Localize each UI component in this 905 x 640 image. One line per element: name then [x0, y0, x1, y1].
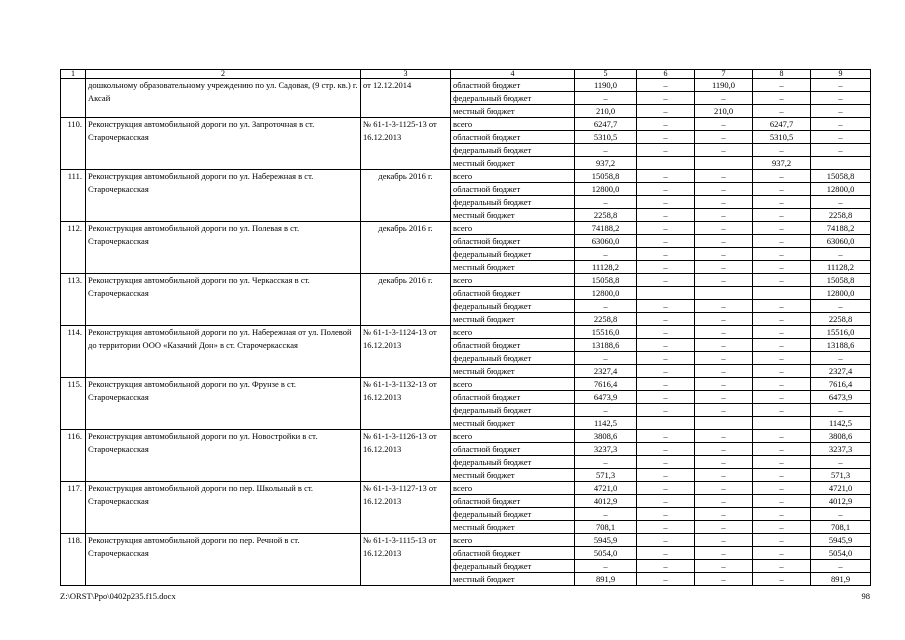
- funding-source: областной бюджет: [451, 495, 575, 508]
- amount-cell: –: [637, 547, 695, 560]
- amount-cell: –: [637, 300, 695, 313]
- amount-cell: –: [811, 105, 871, 118]
- amount-cell: –: [575, 508, 637, 521]
- amount-cell: 5945,9: [811, 534, 871, 547]
- amount-cell: –: [753, 92, 811, 105]
- amount-cell: 5310,5: [575, 131, 637, 144]
- amount-cell: –: [695, 131, 753, 144]
- table-row: [61, 79, 871, 92]
- amount-cell: –: [695, 170, 753, 183]
- amount-cell: –: [753, 534, 811, 547]
- document-date: № 61-1-3-1126-13 от 16.12.2013: [361, 430, 451, 482]
- amount-cell: 1142,5: [575, 417, 637, 430]
- amount-cell: 6247,7: [753, 118, 811, 131]
- amount-cell: 708,1: [575, 521, 637, 534]
- table-row: [61, 326, 871, 339]
- funding-source: всего: [451, 482, 575, 495]
- amount-cell: [695, 417, 753, 430]
- amount-cell: –: [753, 573, 811, 586]
- row-number: 116.: [61, 430, 86, 482]
- amount-cell: –: [753, 456, 811, 469]
- amount-cell: –: [695, 209, 753, 222]
- table-row: [61, 222, 871, 235]
- amount-cell: –: [637, 261, 695, 274]
- amount-cell: –: [695, 534, 753, 547]
- amount-cell: –: [695, 560, 753, 573]
- amount-cell: 5945,9: [575, 534, 637, 547]
- document-date: декабрь 2016 г.: [361, 274, 451, 326]
- funding-source: местный бюджет: [451, 365, 575, 378]
- amount-cell: 74188,2: [575, 222, 637, 235]
- amount-cell: 3237,3: [575, 443, 637, 456]
- amount-cell: –: [753, 261, 811, 274]
- object-description: Реконструкция автомобильной дороги по ул. Новостройки в ст. Старочеркасская: [86, 430, 361, 482]
- funding-source: всего: [451, 534, 575, 547]
- amount-cell: 1190,0: [575, 79, 637, 92]
- amount-cell: 15058,8: [575, 170, 637, 183]
- amount-cell: –: [575, 404, 637, 417]
- object-description: Реконструкция автомобильной дороги по ул. Набережная от ул. Полевой до территории ООО «Казачий Дон» в ст. Старочеркасская: [86, 326, 361, 378]
- amount-cell: 3808,6: [575, 430, 637, 443]
- document-date: № 61-1-3-1124-13 от 16.12.2013: [361, 326, 451, 378]
- funding-source: федеральный бюджет: [451, 352, 575, 365]
- amount-cell: –: [753, 235, 811, 248]
- amount-cell: –: [811, 352, 871, 365]
- funding-source: областной бюджет: [451, 391, 575, 404]
- amount-cell: –: [637, 79, 695, 92]
- amount-cell: –: [695, 521, 753, 534]
- amount-cell: 708,1: [811, 521, 871, 534]
- amount-cell: 12800,0: [575, 183, 637, 196]
- amount-cell: –: [695, 495, 753, 508]
- funding-source: местный бюджет: [451, 573, 575, 586]
- amount-cell: –: [637, 131, 695, 144]
- amount-cell: 74188,2: [811, 222, 871, 235]
- amount-cell: –: [637, 560, 695, 573]
- funding-source: местный бюджет: [451, 261, 575, 274]
- amount-cell: –: [575, 196, 637, 209]
- amount-cell: –: [695, 300, 753, 313]
- amount-cell: 1142,5: [811, 417, 871, 430]
- object-description: дошкольному образовательному учреждению по ул. Садовая, (9 стр. кв.) г. Аксай: [86, 79, 361, 118]
- amount-cell: –: [695, 274, 753, 287]
- amount-cell: –: [753, 352, 811, 365]
- amount-cell: –: [811, 79, 871, 92]
- header-cell: 7: [695, 70, 753, 79]
- amount-cell: –: [637, 443, 695, 456]
- amount-cell: 7616,4: [811, 378, 871, 391]
- amount-cell: –: [695, 339, 753, 352]
- row-number: 112.: [61, 222, 86, 274]
- document-path: Z:\ORST\Ppo\0402p235.f15.docx: [60, 591, 176, 601]
- amount-cell: –: [695, 196, 753, 209]
- amount-cell: 11128,2: [811, 261, 871, 274]
- amount-cell: 2327,4: [811, 365, 871, 378]
- amount-cell: –: [637, 183, 695, 196]
- object-description: Реконструкция автомобильной дороги по ул. Полевая в ст. Старочеркасская: [86, 222, 361, 274]
- object-description: Реконструкция автомобильной дороги по ул. Набережная в ст. Старочеркасская: [86, 170, 361, 222]
- amount-cell: –: [695, 118, 753, 131]
- amount-cell: –: [637, 352, 695, 365]
- amount-cell: –: [637, 430, 695, 443]
- header-cell: 1: [61, 70, 86, 79]
- amount-cell: 2327,4: [575, 365, 637, 378]
- amount-cell: –: [695, 365, 753, 378]
- amount-cell: –: [753, 79, 811, 92]
- funding-source: местный бюджет: [451, 469, 575, 482]
- amount-cell: –: [637, 144, 695, 157]
- amount-cell: [811, 157, 871, 170]
- table-row: [61, 534, 871, 547]
- row-number: 114.: [61, 326, 86, 378]
- amount-cell: –: [637, 92, 695, 105]
- amount-cell: [695, 157, 753, 170]
- funding-source: федеральный бюджет: [451, 456, 575, 469]
- funding-source: федеральный бюджет: [451, 508, 575, 521]
- amount-cell: –: [695, 456, 753, 469]
- funding-source: областной бюджет: [451, 443, 575, 456]
- amount-cell: –: [811, 196, 871, 209]
- table-row: [61, 170, 871, 183]
- amount-cell: –: [811, 131, 871, 144]
- row-number: 113.: [61, 274, 86, 326]
- amount-cell: –: [695, 443, 753, 456]
- amount-cell: 13188,6: [575, 339, 637, 352]
- amount-cell: –: [753, 469, 811, 482]
- funding-source: федеральный бюджет: [451, 248, 575, 261]
- amount-cell: 6247,7: [575, 118, 637, 131]
- document-date: декабрь 2016 г.: [361, 222, 451, 274]
- amount-cell: 6473,9: [575, 391, 637, 404]
- amount-cell: –: [811, 248, 871, 261]
- amount-cell: –: [695, 482, 753, 495]
- amount-cell: 12800,0: [811, 287, 871, 300]
- amount-cell: –: [637, 534, 695, 547]
- object-description: Реконструкция автомобильной дороги по ул. Черкасская в ст. Старочеркасская: [86, 274, 361, 326]
- amount-cell: 937,2: [753, 157, 811, 170]
- amount-cell: –: [753, 508, 811, 521]
- amount-cell: –: [753, 183, 811, 196]
- amount-cell: –: [637, 274, 695, 287]
- amount-cell: –: [695, 261, 753, 274]
- row-number: 111.: [61, 170, 86, 222]
- amount-cell: –: [637, 495, 695, 508]
- funding-source: всего: [451, 326, 575, 339]
- header-cell: 8: [753, 70, 811, 79]
- object-description: Реконструкция автомобильной дороги по пер. Школьный в ст. Старочеркасская: [86, 482, 361, 534]
- amount-cell: –: [695, 547, 753, 560]
- amount-cell: 2258,8: [575, 209, 637, 222]
- amount-cell: [753, 417, 811, 430]
- funding-source: федеральный бюджет: [451, 144, 575, 157]
- header-cell: 4: [451, 70, 575, 79]
- funding-source: всего: [451, 170, 575, 183]
- amount-cell: –: [753, 248, 811, 261]
- funding-source: местный бюджет: [451, 105, 575, 118]
- amount-cell: –: [753, 339, 811, 352]
- amount-cell: –: [811, 118, 871, 131]
- amount-cell: 15058,8: [575, 274, 637, 287]
- amount-cell: 12800,0: [811, 183, 871, 196]
- amount-cell: –: [753, 482, 811, 495]
- amount-cell: –: [753, 274, 811, 287]
- document-date: от 12.12.2014: [361, 79, 451, 118]
- amount-cell: –: [695, 313, 753, 326]
- document-date: № 61-1-3-1115-13 от 16.12.2013: [361, 534, 451, 586]
- funding-source: всего: [451, 274, 575, 287]
- amount-cell: 5054,0: [575, 547, 637, 560]
- object-description: Реконструкция автомобильной дороги по ул. Фрунзе в ст. Старочеркасская: [86, 378, 361, 430]
- amount-cell: –: [811, 92, 871, 105]
- amount-cell: –: [753, 404, 811, 417]
- document-date: № 61-1-3-1132-13 от 16.12.2013: [361, 378, 451, 430]
- amount-cell: –: [753, 430, 811, 443]
- amount-cell: –: [575, 456, 637, 469]
- amount-cell: –: [811, 508, 871, 521]
- amount-cell: 13188,6: [811, 339, 871, 352]
- amount-cell: 5054,0: [811, 547, 871, 560]
- funding-source: областной бюджет: [451, 79, 575, 92]
- amount-cell: –: [695, 92, 753, 105]
- amount-cell: –: [753, 365, 811, 378]
- object-description: Реконструкция автомобильной дороги по ул. Запроточная в ст. Старочеркасская: [86, 118, 361, 170]
- amount-cell: –: [637, 339, 695, 352]
- amount-cell: –: [575, 92, 637, 105]
- amount-cell: 15058,8: [811, 274, 871, 287]
- amount-cell: –: [811, 144, 871, 157]
- amount-cell: –: [753, 521, 811, 534]
- amount-cell: –: [637, 456, 695, 469]
- document-date: № 61-1-3-1127-13 от 16.12.2013: [361, 482, 451, 534]
- amount-cell: –: [753, 495, 811, 508]
- row-number: 115.: [61, 378, 86, 430]
- amount-cell: –: [637, 508, 695, 521]
- amount-cell: 3808,6: [811, 430, 871, 443]
- table-row: [61, 430, 871, 443]
- amount-cell: –: [753, 313, 811, 326]
- funding-source: всего: [451, 222, 575, 235]
- amount-cell: –: [637, 248, 695, 261]
- amount-cell: 7616,4: [575, 378, 637, 391]
- funding-source: областной бюджет: [451, 131, 575, 144]
- row-number: [61, 79, 86, 118]
- funding-source: федеральный бюджет: [451, 300, 575, 313]
- document-date: декабрь 2016 г.: [361, 170, 451, 222]
- amount-cell: 63060,0: [575, 235, 637, 248]
- amount-cell: 6473,9: [811, 391, 871, 404]
- header-cell: 9: [811, 70, 871, 79]
- amount-cell: 2258,8: [811, 209, 871, 222]
- amount-cell: 5310,5: [753, 131, 811, 144]
- table-row: [61, 378, 871, 391]
- amount-cell: –: [695, 235, 753, 248]
- amount-cell: 12800,0: [575, 287, 637, 300]
- funding-source: местный бюджет: [451, 417, 575, 430]
- amount-cell: –: [637, 170, 695, 183]
- amount-cell: –: [753, 105, 811, 118]
- header-cell: 3: [361, 70, 451, 79]
- amount-cell: –: [695, 352, 753, 365]
- amount-cell: –: [695, 508, 753, 521]
- amount-cell: 4012,9: [811, 495, 871, 508]
- table-header-row: [61, 70, 871, 79]
- amount-cell: –: [637, 573, 695, 586]
- header-cell: 5: [575, 70, 637, 79]
- amount-cell: –: [637, 313, 695, 326]
- funding-source: федеральный бюджет: [451, 92, 575, 105]
- amount-cell: 1190,0: [695, 79, 753, 92]
- amount-cell: 2258,8: [575, 313, 637, 326]
- funding-source: областной бюджет: [451, 339, 575, 352]
- row-number: 110.: [61, 118, 86, 170]
- amount-cell: –: [753, 378, 811, 391]
- amount-cell: –: [753, 326, 811, 339]
- amount-cell: 4012,9: [575, 495, 637, 508]
- amount-cell: 4721,0: [811, 482, 871, 495]
- amount-cell: –: [575, 248, 637, 261]
- amount-cell: 15516,0: [575, 326, 637, 339]
- row-number: 117.: [61, 482, 86, 534]
- amount-cell: –: [753, 170, 811, 183]
- funding-source: федеральный бюджет: [451, 196, 575, 209]
- amount-cell: –: [753, 300, 811, 313]
- funding-source: федеральный бюджет: [451, 404, 575, 417]
- amount-cell: 891,9: [811, 573, 871, 586]
- document-date: № 61-1-3-1125-13 от 16.12.2013: [361, 118, 451, 170]
- amount-cell: –: [637, 469, 695, 482]
- funding-source: областной бюджет: [451, 183, 575, 196]
- header-cell: 6: [637, 70, 695, 79]
- amount-cell: –: [753, 222, 811, 235]
- funding-source: областной бюджет: [451, 287, 575, 300]
- amount-cell: 3237,3: [811, 443, 871, 456]
- amount-cell: 4721,0: [575, 482, 637, 495]
- amount-cell: –: [753, 547, 811, 560]
- amount-cell: –: [695, 183, 753, 196]
- amount-cell: [637, 417, 695, 430]
- amount-cell: –: [753, 144, 811, 157]
- amount-cell: 210,0: [575, 105, 637, 118]
- amount-cell: [695, 287, 753, 300]
- amount-cell: –: [637, 326, 695, 339]
- amount-cell: –: [637, 105, 695, 118]
- amount-cell: –: [637, 391, 695, 404]
- amount-cell: –: [753, 209, 811, 222]
- funding-source: всего: [451, 378, 575, 391]
- funding-source: местный бюджет: [451, 157, 575, 170]
- amount-cell: –: [695, 378, 753, 391]
- amount-cell: –: [637, 378, 695, 391]
- header-cell: 2: [86, 70, 361, 79]
- funding-source: местный бюджет: [451, 209, 575, 222]
- amount-cell: 571,3: [811, 469, 871, 482]
- amount-cell: –: [575, 352, 637, 365]
- amount-cell: –: [811, 560, 871, 573]
- amount-cell: –: [811, 300, 871, 313]
- amount-cell: –: [753, 560, 811, 573]
- amount-cell: –: [637, 365, 695, 378]
- amount-cell: –: [811, 404, 871, 417]
- table-row: [61, 274, 871, 287]
- funding-source: областной бюджет: [451, 235, 575, 248]
- amount-cell: –: [695, 469, 753, 482]
- funding-source: областной бюджет: [451, 547, 575, 560]
- amount-cell: 15516,0: [811, 326, 871, 339]
- funding-source: местный бюджет: [451, 313, 575, 326]
- amount-cell: 15058,8: [811, 170, 871, 183]
- funding-source: федеральный бюджет: [451, 560, 575, 573]
- amount-cell: –: [575, 560, 637, 573]
- amount-cell: –: [695, 326, 753, 339]
- amount-cell: –: [637, 118, 695, 131]
- row-number: 118.: [61, 534, 86, 586]
- amount-cell: –: [695, 404, 753, 417]
- amount-cell: –: [695, 222, 753, 235]
- budget-table: [60, 69, 871, 586]
- table-row: [61, 118, 871, 131]
- amount-cell: –: [753, 391, 811, 404]
- funding-source: всего: [451, 118, 575, 131]
- amount-cell: –: [753, 196, 811, 209]
- amount-cell: –: [637, 482, 695, 495]
- amount-cell: 937,2: [575, 157, 637, 170]
- amount-cell: 11128,2: [575, 261, 637, 274]
- amount-cell: 571,3: [575, 469, 637, 482]
- amount-cell: 210,0: [695, 105, 753, 118]
- amount-cell: [637, 157, 695, 170]
- amount-cell: –: [695, 248, 753, 261]
- amount-cell: –: [575, 144, 637, 157]
- funding-source: всего: [451, 430, 575, 443]
- amount-cell: [753, 287, 811, 300]
- amount-cell: [637, 287, 695, 300]
- amount-cell: –: [637, 222, 695, 235]
- object-description: Реконструкция автомобильной дороги по пер. Речной в ст. Старочеркасская: [86, 534, 361, 586]
- amount-cell: 63060,0: [811, 235, 871, 248]
- amount-cell: –: [695, 144, 753, 157]
- amount-cell: –: [637, 521, 695, 534]
- amount-cell: –: [695, 573, 753, 586]
- amount-cell: –: [811, 456, 871, 469]
- amount-cell: –: [575, 300, 637, 313]
- page-number: 98: [861, 591, 870, 601]
- table-row: [61, 482, 871, 495]
- amount-cell: 891,9: [575, 573, 637, 586]
- amount-cell: –: [695, 391, 753, 404]
- amount-cell: –: [637, 235, 695, 248]
- funding-source: местный бюджет: [451, 521, 575, 534]
- amount-cell: –: [753, 443, 811, 456]
- amount-cell: –: [637, 209, 695, 222]
- amount-cell: –: [695, 430, 753, 443]
- amount-cell: –: [637, 196, 695, 209]
- amount-cell: 2258,8: [811, 313, 871, 326]
- amount-cell: –: [637, 404, 695, 417]
